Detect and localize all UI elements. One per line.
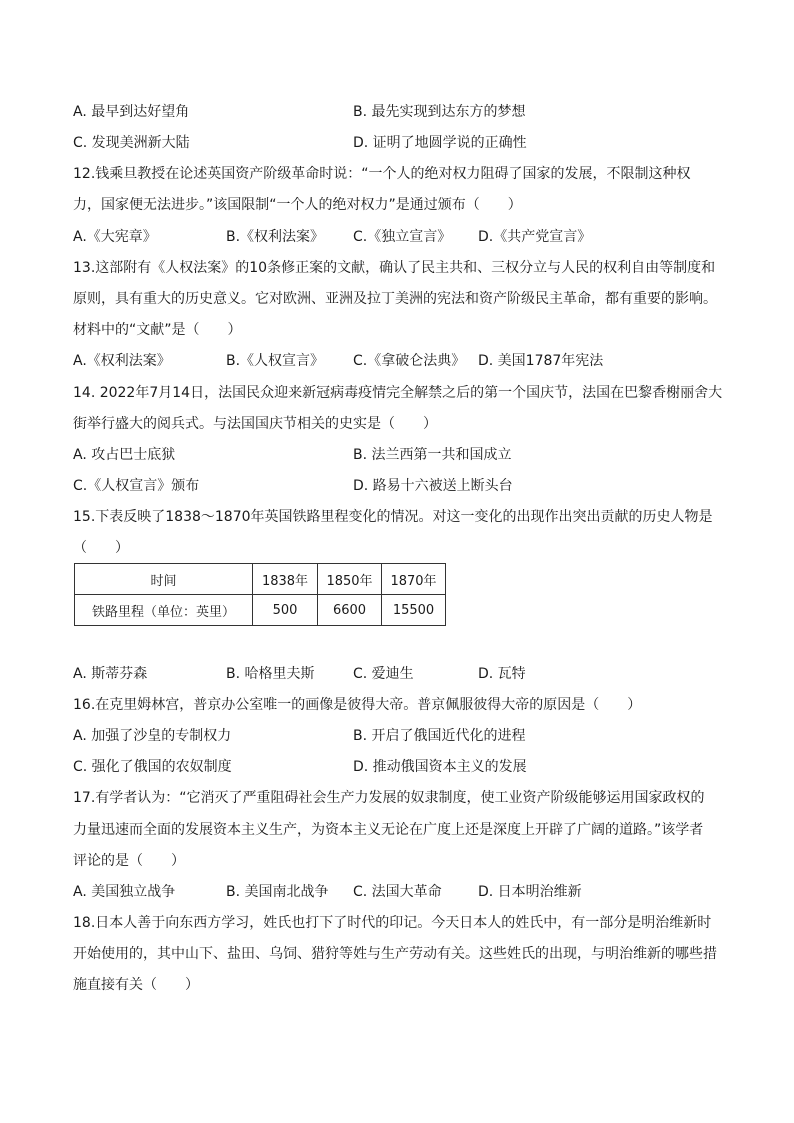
q13-option-a: A.《权利法案》 — [73, 353, 171, 369]
q11-option-d: D. 证明了地圆学说的正确性 — [353, 135, 527, 151]
table-header-cell: 时间 — [75, 564, 253, 595]
table-header-cell: 1870年 — [382, 564, 446, 595]
q16-option-b: B. 开启了俄国近代化的进程 — [353, 728, 526, 744]
q11-option-c: C. 发现美洲新大陆 — [73, 135, 190, 151]
q13-stem-line-2: 原则，具有重大的历史意义。它对欧洲、亚洲及拉丁美洲的宪法和资产阶级民主革命，都有重要的影响。 — [73, 291, 717, 307]
q13-option-d: D. 美国1787年宪法 — [478, 353, 604, 369]
table-cell: 500 — [253, 595, 318, 626]
q12-option-c: C.《独立宣言》 — [353, 229, 452, 245]
q13-option-b: B.《人权宣言》 — [226, 353, 325, 369]
q18-stem-line-1: 18.日本人善于向东西方学习，姓氏也打下了时代的印记。今天日本人的姓氏中，有一部分是明治维新时 — [73, 915, 712, 931]
q14-stem-line-1: 14. 2022年7月14日，法国民众迎来新冠病毒疫情完全解禁之后的第一个国庆节，法国在巴黎香榭丽舍大 — [73, 385, 723, 401]
q17-option-a: A. 美国独立战争 — [73, 884, 176, 900]
q15-option-a: A. 斯蒂芬森 — [73, 666, 148, 682]
q15-stem-line-1: 15.下表反映了1838～1870年英国铁路里程变化的情况。对这一变化的出现作出突出贡献的历史人物是 — [73, 509, 713, 525]
q16-option-a: A. 加强了沙皇的专制权力 — [73, 728, 232, 744]
q17-stem-line-3: 评论的是（ ） — [73, 853, 185, 869]
table-cell: 15500 — [382, 595, 446, 626]
q16-option-d: D. 推动俄国资本主义的发展 — [353, 759, 527, 775]
q12-stem-line-1: 12.钱乘旦教授在论述英国资产阶级革命时说：“一个人的绝对权力阻碍了国家的发展，不限制这种权 — [73, 166, 691, 182]
q11-option-a: A. 最早到达好望角 — [73, 104, 190, 120]
q13-stem-line-3: 材料中的“文献”是（ ） — [73, 322, 242, 338]
q17-option-c: C. 法国大革命 — [353, 884, 442, 900]
q11-option-b: B. 最先实现到达东方的梦想 — [353, 104, 526, 120]
q17-stem-line-2: 力量迅速而全面的发展资本主义生产，为资本主义无论在广度上还是深度上开辟了广阔的道路。”该学者 — [73, 822, 704, 838]
q14-option-c: C.《人权宣言》颁布 — [73, 478, 200, 494]
q16-option-c: C. 强化了俄国的农奴制度 — [73, 759, 232, 775]
table-header-row — [75, 564, 446, 595]
q18-stem-line-3: 施直接有关（ ） — [73, 977, 199, 993]
q13-stem-line-1: 13.这部附有《人权法案》的10条修正案的文献，确认了民主共和、三权分立与人民的权利自由等制度和 — [73, 260, 716, 276]
table-cell: 6600 — [318, 595, 382, 626]
q18-stem-line-2: 开始使用的，其中山下、盐田、乌饲、猎狩等姓与生产劳动有关。这些姓氏的出现，与明治维新的哪些措 — [73, 946, 717, 962]
q12-option-a: A.《大宪章》 — [73, 229, 157, 245]
q14-option-b: B. 法兰西第一共和国成立 — [353, 447, 512, 463]
table-header-cell: 1850年 — [318, 564, 382, 595]
q15-option-b: B. 哈格里夫斯 — [226, 666, 315, 682]
q17-option-d: D. 日本明治维新 — [478, 884, 582, 900]
q15-option-d: D. 瓦特 — [478, 666, 526, 682]
q17-stem-line-1: 17.有学者认为：“它消灭了严重阻碍社会生产力发展的奴隶制度，使工业资产阶级能够运用国家政权的 — [73, 790, 705, 806]
q17-option-b: B. 美国南北战争 — [226, 884, 329, 900]
q14-stem-line-2: 街举行盛大的阅兵式。与法国国庆节相关的史实是（ ） — [73, 416, 437, 432]
q14-option-a: A. 攻占巴士底狱 — [73, 447, 176, 463]
q15-option-c: C. 爱迪生 — [353, 666, 414, 682]
table-header-cell: 1838年 — [253, 564, 318, 595]
q12-stem-line-2: 力，国家便无法进步。”该国限制“一个人的绝对权力”是通过颁布（ ） — [73, 197, 522, 213]
q16-stem-line-1: 16.在克里姆林宫，普京办公室唯一的画像是彼得大帝。普京佩服彼得大帝的原因是（ ） — [73, 697, 642, 713]
q14-option-d: D. 路易十六被送上断头台 — [353, 478, 513, 494]
q12-option-d: D.《共产党宣言》 — [478, 229, 592, 245]
q15-stem-line-2: （ ） — [73, 540, 129, 556]
railway-mileage-table — [74, 563, 446, 626]
q12-option-b: B.《权利法案》 — [226, 229, 325, 245]
table-cell: 铁路里程（单位：英里） — [75, 595, 253, 626]
table-row — [75, 595, 446, 626]
q13-option-c: C.《拿破仑法典》 — [353, 353, 466, 369]
